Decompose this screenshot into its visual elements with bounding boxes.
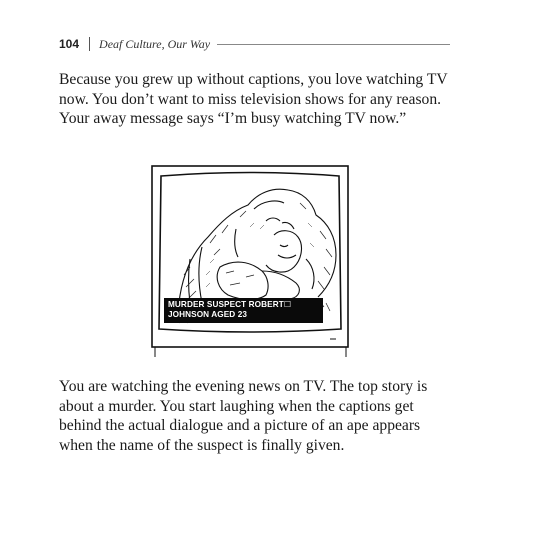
header-divider [89, 37, 90, 51]
header-rule [217, 44, 450, 45]
running-header [59, 36, 450, 52]
tv-illustration [150, 163, 360, 363]
caption-line-1: MURDER SUSPECT ROBERT☐ [168, 300, 292, 309]
caption-line-2: JOHNSON AGED 23 [168, 310, 247, 319]
paragraph-news: You are watching the evening news on TV. The top story is about a murder. You start laughing when the captions get behind the actual dialogue and a picture of an ape appears when the name of the suspect is finally given. [59, 378, 428, 454]
ape-figure [178, 189, 336, 313]
page-number: 104 [59, 37, 80, 51]
tv-drawing [150, 163, 360, 363]
caption-overlay [164, 298, 323, 323]
paragraph-intro: Because you grew up without captions, you love watching TV now. You don’t want to miss television shows for any reason. Your away message says “I’m busy watching TV now.” [59, 71, 448, 127]
running-title: Deaf Culture, Our Way [99, 36, 211, 51]
